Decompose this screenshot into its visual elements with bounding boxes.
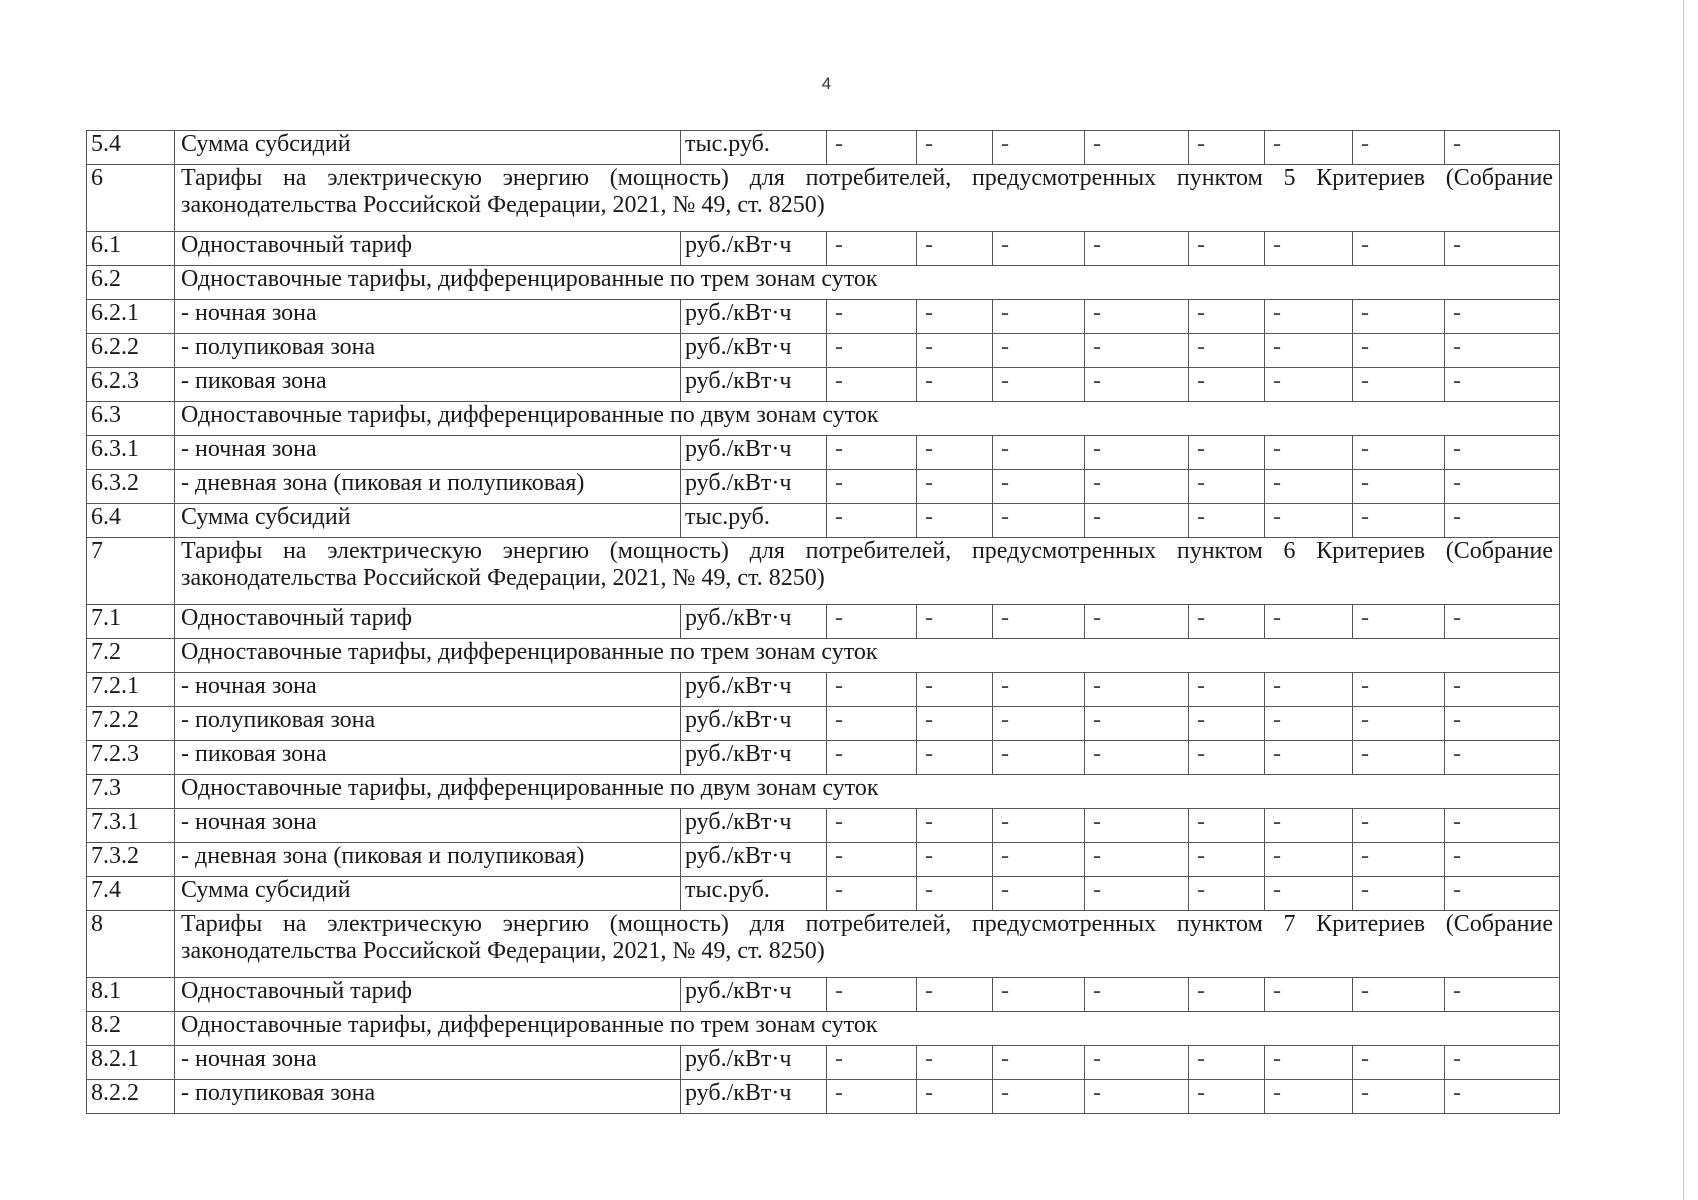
value-cell: - — [1189, 809, 1265, 843]
value-cell: - — [1353, 605, 1445, 639]
row-number: 7.3.1 — [87, 809, 175, 843]
row-number: 6.3.1 — [87, 436, 175, 470]
value-cell: - — [917, 504, 993, 538]
row-number: 7.3.2 — [87, 843, 175, 877]
value-cell: - — [1189, 131, 1265, 165]
value-cell: - — [1445, 334, 1560, 368]
value-cell: - — [827, 843, 917, 877]
unit-cell: тыс.руб. — [681, 131, 827, 165]
row-number: 6.2.1 — [87, 300, 175, 334]
value-cell: - — [1353, 470, 1445, 504]
table-row — [87, 1046, 1560, 1080]
value-cell: - — [1445, 131, 1560, 165]
value-cell: - — [1353, 232, 1445, 266]
value-cell: - — [917, 741, 993, 775]
value-cell: - — [993, 470, 1085, 504]
value-cell: - — [1445, 809, 1560, 843]
section-title: Тарифы на электрическую энергию (мощность) для потребителей, предусмотренных пунктом 6 Критериев (Собрание законодательства Российской Федерации, 2021, № 49, ст. 8250) — [175, 538, 1560, 605]
indicator-label: - ночная зона — [175, 436, 681, 470]
value-cell: - — [827, 707, 917, 741]
value-cell: - — [827, 232, 917, 266]
indicator-label: Сумма субсидий — [175, 131, 681, 165]
unit-cell: руб./кВт·ч — [681, 436, 827, 470]
unit-cell: руб./кВт·ч — [681, 334, 827, 368]
table-row — [87, 978, 1560, 1012]
value-cell: - — [827, 131, 917, 165]
value-cell: - — [1085, 368, 1189, 402]
value-cell: - — [1189, 1080, 1265, 1114]
tariff-table — [86, 130, 1560, 1114]
value-cell: - — [1265, 843, 1353, 877]
value-cell: - — [1265, 436, 1353, 470]
subheading-row — [87, 402, 1560, 436]
value-cell: - — [827, 470, 917, 504]
unit-cell: руб./кВт·ч — [681, 707, 827, 741]
table-row — [87, 232, 1560, 266]
value-cell: - — [917, 131, 993, 165]
table-row — [87, 809, 1560, 843]
table-row — [87, 843, 1560, 877]
row-number: 6.2.2 — [87, 334, 175, 368]
value-cell: - — [1265, 673, 1353, 707]
table-row — [87, 300, 1560, 334]
unit-cell: руб./кВт·ч — [681, 470, 827, 504]
value-cell: - — [993, 809, 1085, 843]
row-number: 6.2.3 — [87, 368, 175, 402]
value-cell: - — [1353, 673, 1445, 707]
value-cell: - — [993, 978, 1085, 1012]
section-row — [87, 538, 1560, 605]
table-row — [87, 605, 1560, 639]
indicator-label: Одноставочный тариф — [175, 605, 681, 639]
table-row — [87, 368, 1560, 402]
row-number: 7.2.1 — [87, 673, 175, 707]
indicator-label: Сумма субсидий — [175, 504, 681, 538]
value-cell: - — [827, 741, 917, 775]
value-cell: - — [1445, 707, 1560, 741]
value-cell: - — [827, 1046, 917, 1080]
value-cell: - — [993, 436, 1085, 470]
table-row — [87, 131, 1560, 165]
subheading-label: Одноставочные тарифы, дифференцированные по трем зонам суток — [175, 1012, 1560, 1046]
subheading-row — [87, 775, 1560, 809]
value-cell: - — [917, 978, 993, 1012]
value-cell: - — [1085, 877, 1189, 911]
indicator-label: Одноставочный тариф — [175, 978, 681, 1012]
section-row — [87, 911, 1560, 978]
indicator-label: - дневная зона (пиковая и полупиковая) — [175, 843, 681, 877]
row-number: 7.2.3 — [87, 741, 175, 775]
unit-cell: руб./кВт·ч — [681, 605, 827, 639]
value-cell: - — [1353, 436, 1445, 470]
value-cell: - — [1445, 673, 1560, 707]
value-cell: - — [827, 673, 917, 707]
value-cell: - — [1445, 470, 1560, 504]
indicator-label: - пиковая зона — [175, 741, 681, 775]
value-cell: - — [1189, 232, 1265, 266]
value-cell: - — [1265, 1046, 1353, 1080]
indicator-label: - ночная зона — [175, 300, 681, 334]
value-cell: - — [1085, 300, 1189, 334]
value-cell: - — [917, 1080, 993, 1114]
row-number: 6 — [87, 165, 175, 232]
value-cell: - — [1265, 707, 1353, 741]
indicator-label: - дневная зона (пиковая и полупиковая) — [175, 470, 681, 504]
table-row — [87, 1080, 1560, 1114]
value-cell: - — [1353, 504, 1445, 538]
value-cell: - — [1189, 978, 1265, 1012]
value-cell: - — [1189, 334, 1265, 368]
value-cell: - — [993, 843, 1085, 877]
value-cell: - — [1445, 877, 1560, 911]
indicator-label: Одноставочный тариф — [175, 232, 681, 266]
unit-cell: руб./кВт·ч — [681, 232, 827, 266]
table-row — [87, 707, 1560, 741]
value-cell: - — [1353, 334, 1445, 368]
value-cell: - — [1085, 470, 1189, 504]
value-cell: - — [1353, 707, 1445, 741]
row-number: 8 — [87, 911, 175, 978]
value-cell: - — [1265, 741, 1353, 775]
value-cell: - — [917, 843, 993, 877]
value-cell: - — [1265, 1080, 1353, 1114]
value-cell: - — [1445, 978, 1560, 1012]
indicator-label: - полупиковая зона — [175, 1080, 681, 1114]
value-cell: - — [1265, 809, 1353, 843]
value-cell: - — [1189, 470, 1265, 504]
value-cell: - — [993, 131, 1085, 165]
value-cell: - — [1353, 368, 1445, 402]
unit-cell: тыс.руб. — [681, 504, 827, 538]
value-cell: - — [1085, 232, 1189, 266]
value-cell: - — [1445, 741, 1560, 775]
value-cell: - — [993, 1046, 1085, 1080]
value-cell: - — [1353, 809, 1445, 843]
page-number: 4 — [821, 74, 832, 93]
subheading-label: Одноставочные тарифы, дифференцированные по трем зонам суток — [175, 639, 1560, 673]
value-cell: - — [1189, 741, 1265, 775]
value-cell: - — [917, 707, 993, 741]
row-number: 8.1 — [87, 978, 175, 1012]
value-cell: - — [917, 300, 993, 334]
subheading-row — [87, 1012, 1560, 1046]
value-cell: - — [1085, 741, 1189, 775]
value-cell: - — [993, 334, 1085, 368]
value-cell: - — [1085, 843, 1189, 877]
value-cell: - — [1445, 605, 1560, 639]
subheading-label: Одноставочные тарифы, дифференцированные по двум зонам суток — [175, 775, 1560, 809]
value-cell: - — [1353, 843, 1445, 877]
value-cell: - — [993, 368, 1085, 402]
value-cell: - — [1353, 1046, 1445, 1080]
section-title: Тарифы на электрическую энергию (мощность) для потребителей, предусмотренных пунктом 5 Критериев (Собрание законодательства Российской Федерации, 2021, № 49, ст. 8250) — [175, 165, 1560, 232]
value-cell: - — [1189, 300, 1265, 334]
row-number: 7.3 — [87, 775, 175, 809]
indicator-label: - пиковая зона — [175, 368, 681, 402]
value-cell: - — [827, 1080, 917, 1114]
value-cell: - — [1445, 436, 1560, 470]
value-cell: - — [917, 368, 993, 402]
value-cell: - — [993, 877, 1085, 911]
value-cell: - — [917, 809, 993, 843]
value-cell: - — [993, 605, 1085, 639]
value-cell: - — [1189, 707, 1265, 741]
section-title: Тарифы на электрическую энергию (мощность) для потребителей, предусмотренных пунктом 7 Критериев (Собрание законодательства Российской Федерации, 2021, № 49, ст. 8250) — [175, 911, 1560, 978]
indicator-label: - полупиковая зона — [175, 334, 681, 368]
value-cell: - — [827, 605, 917, 639]
value-cell: - — [993, 741, 1085, 775]
value-cell: - — [1445, 300, 1560, 334]
value-cell: - — [827, 504, 917, 538]
row-number: 6.3 — [87, 402, 175, 436]
value-cell: - — [1189, 843, 1265, 877]
indicator-label: - полупиковая зона — [175, 707, 681, 741]
value-cell: - — [1085, 334, 1189, 368]
scan-edge-line — [1683, 0, 1684, 1200]
unit-cell: руб./кВт·ч — [681, 741, 827, 775]
value-cell: - — [1189, 673, 1265, 707]
row-number: 5.4 — [87, 131, 175, 165]
value-cell: - — [1085, 707, 1189, 741]
value-cell: - — [993, 300, 1085, 334]
value-cell: - — [1085, 504, 1189, 538]
value-cell: - — [1085, 436, 1189, 470]
row-number: 6.2 — [87, 266, 175, 300]
value-cell: - — [917, 673, 993, 707]
value-cell: - — [917, 877, 993, 911]
unit-cell: руб./кВт·ч — [681, 1080, 827, 1114]
value-cell: - — [1189, 436, 1265, 470]
value-cell: - — [993, 673, 1085, 707]
value-cell: - — [917, 605, 993, 639]
value-cell: - — [1265, 131, 1353, 165]
value-cell: - — [1265, 877, 1353, 911]
value-cell: - — [1265, 978, 1353, 1012]
row-number: 7 — [87, 538, 175, 605]
value-cell: - — [1189, 605, 1265, 639]
value-cell: - — [993, 1080, 1085, 1114]
value-cell: - — [1189, 504, 1265, 538]
row-number: 8.2 — [87, 1012, 175, 1046]
value-cell: - — [1265, 334, 1353, 368]
indicator-label: - ночная зона — [175, 809, 681, 843]
subheading-row — [87, 639, 1560, 673]
value-cell: - — [1353, 741, 1445, 775]
value-cell: - — [1445, 1080, 1560, 1114]
table-row — [87, 741, 1560, 775]
row-number: 7.1 — [87, 605, 175, 639]
table-row — [87, 436, 1560, 470]
value-cell: - — [827, 334, 917, 368]
value-cell: - — [1189, 1046, 1265, 1080]
table-body — [87, 131, 1560, 1114]
row-number: 7.2.2 — [87, 707, 175, 741]
row-number: 6.1 — [87, 232, 175, 266]
value-cell: - — [993, 707, 1085, 741]
value-cell: - — [1085, 605, 1189, 639]
indicator-label: - ночная зона — [175, 1046, 681, 1080]
table-row — [87, 470, 1560, 504]
section-row — [87, 165, 1560, 232]
value-cell: - — [917, 1046, 993, 1080]
value-cell: - — [827, 300, 917, 334]
row-number: 7.4 — [87, 877, 175, 911]
value-cell: - — [827, 436, 917, 470]
unit-cell: руб./кВт·ч — [681, 809, 827, 843]
value-cell: - — [917, 470, 993, 504]
table-row — [87, 673, 1560, 707]
value-cell: - — [1085, 1046, 1189, 1080]
value-cell: - — [1265, 470, 1353, 504]
value-cell: - — [1265, 605, 1353, 639]
value-cell: - — [827, 809, 917, 843]
value-cell: - — [1445, 843, 1560, 877]
value-cell: - — [1445, 368, 1560, 402]
subheading-label: Одноставочные тарифы, дифференцированные по двум зонам суток — [175, 402, 1560, 436]
value-cell: - — [917, 334, 993, 368]
value-cell: - — [1445, 504, 1560, 538]
value-cell: - — [993, 504, 1085, 538]
row-number: 6.4 — [87, 504, 175, 538]
value-cell: - — [1189, 368, 1265, 402]
value-cell: - — [827, 978, 917, 1012]
subheading-label: Одноставочные тарифы, дифференцированные по трем зонам суток — [175, 266, 1560, 300]
unit-cell: руб./кВт·ч — [681, 1046, 827, 1080]
value-cell: - — [1445, 232, 1560, 266]
value-cell: - — [1353, 1080, 1445, 1114]
subheading-row — [87, 266, 1560, 300]
value-cell: - — [1353, 978, 1445, 1012]
row-number: 8.2.1 — [87, 1046, 175, 1080]
value-cell: - — [1085, 673, 1189, 707]
value-cell: - — [1265, 504, 1353, 538]
value-cell: - — [827, 368, 917, 402]
value-cell: - — [827, 877, 917, 911]
value-cell: - — [1353, 300, 1445, 334]
unit-cell: руб./кВт·ч — [681, 673, 827, 707]
row-number: 8.2.2 — [87, 1080, 175, 1114]
table-row — [87, 334, 1560, 368]
value-cell: - — [1085, 809, 1189, 843]
value-cell: - — [1085, 1080, 1189, 1114]
value-cell: - — [1265, 300, 1353, 334]
indicator-label: Сумма субсидий — [175, 877, 681, 911]
value-cell: - — [1085, 978, 1189, 1012]
value-cell: - — [1353, 877, 1445, 911]
unit-cell: руб./кВт·ч — [681, 978, 827, 1012]
table-row — [87, 877, 1560, 911]
value-cell: - — [1265, 368, 1353, 402]
unit-cell: руб./кВт·ч — [681, 368, 827, 402]
value-cell: - — [917, 436, 993, 470]
row-number: 6.3.2 — [87, 470, 175, 504]
value-cell: - — [1353, 131, 1445, 165]
value-cell: - — [1189, 877, 1265, 911]
value-cell: - — [993, 232, 1085, 266]
table-row — [87, 504, 1560, 538]
indicator-label: - ночная зона — [175, 673, 681, 707]
value-cell: - — [1085, 131, 1189, 165]
unit-cell: руб./кВт·ч — [681, 300, 827, 334]
value-cell: - — [1445, 1046, 1560, 1080]
unit-cell: руб./кВт·ч — [681, 843, 827, 877]
value-cell: - — [1265, 232, 1353, 266]
row-number: 7.2 — [87, 639, 175, 673]
value-cell: - — [917, 232, 993, 266]
unit-cell: тыс.руб. — [681, 877, 827, 911]
